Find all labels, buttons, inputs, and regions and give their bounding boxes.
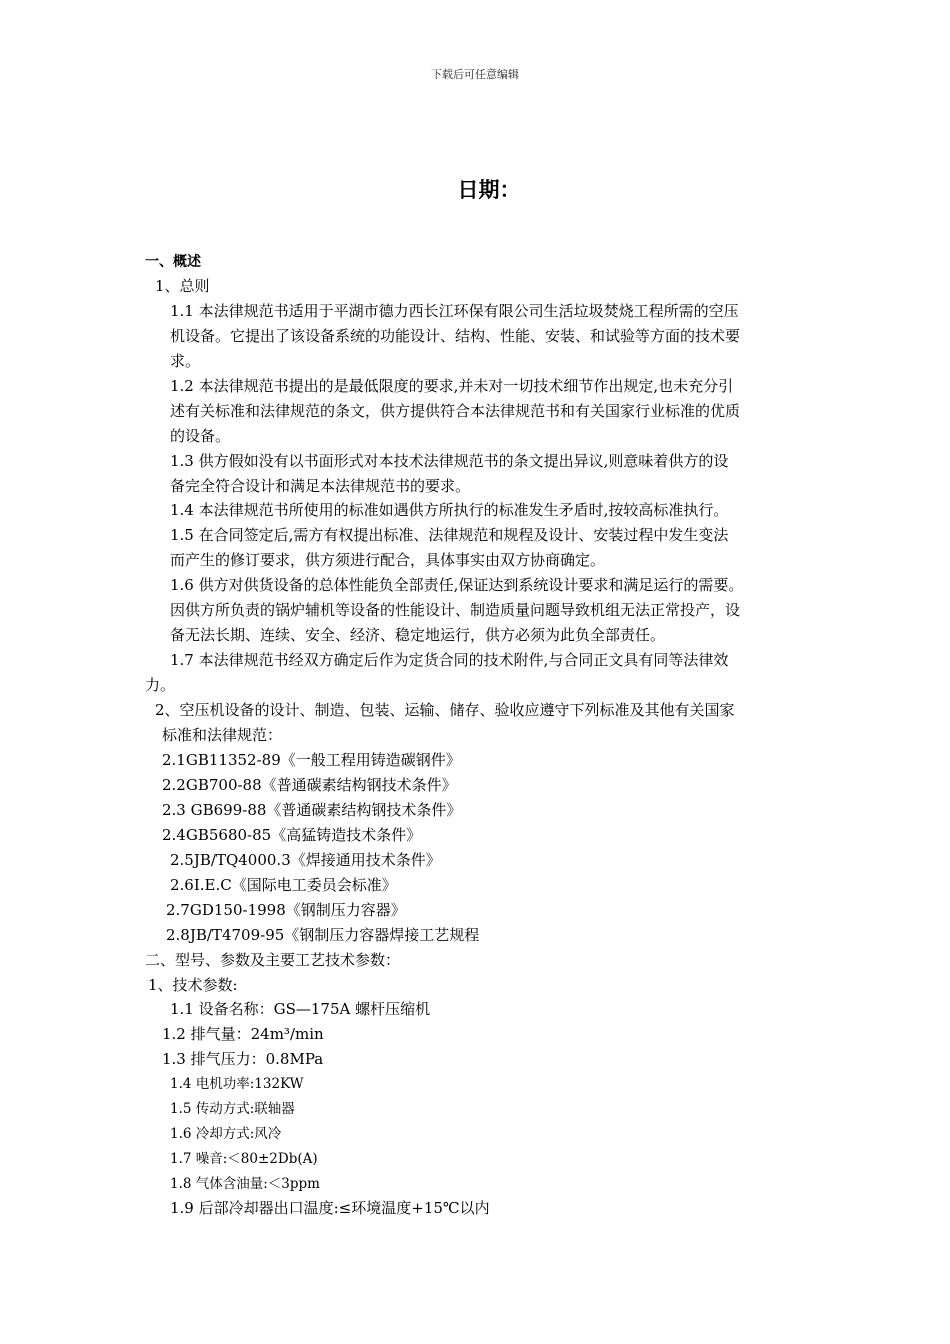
paragraph-line: 备无法长期、连续、安全、经济、稳定地运行，供方必须为此负全部责任。 (170, 626, 666, 644)
standard-item: 2.1GB11352-89《一般工程用铸造碳钢件》 (162, 751, 461, 769)
section-1-title: 一、概述 (145, 254, 201, 270)
section-2-1-title: 1、技术参数: (148, 976, 238, 994)
standard-item: 2.6I.E.C《国际电工委员会标准》 (170, 876, 397, 894)
paragraph-line: 1.1 本法律规范书适用于平湖市德力西长江环保有限公司生活垃圾焚烧工程所需的空压 (170, 302, 739, 320)
section-2-title: 二、型号、参数及主要工艺技术参数： (145, 951, 401, 969)
standard-item: 2.4GB5680-85《高猛铸造技术条件》 (162, 826, 422, 844)
date-title: 日期： (457, 178, 521, 202)
paragraph-line: 1.7 本法律规范书经双方确定后作为定货合同的技术附件,与合同正文具有同等法律效 (170, 651, 729, 669)
header-note: 下载后可任意编辑 (431, 68, 519, 81)
param-item: 1.5 传动方式:联轴器 (170, 1101, 295, 1117)
paragraph-line: 求。 (170, 352, 201, 370)
param-item: 1.9 后部冷却器出口温度:≤环境温度+15℃以内 (170, 1199, 490, 1217)
standard-item: 2.2GB700-88《普通碳素结构钢技术条件》 (162, 776, 457, 794)
paragraph-line: 机设备。它提出了该设备系统的功能设计、结构、性能、安装、和试验等方面的技术要 (170, 327, 741, 345)
paragraph-line: 述有关标准和法律规范的条文，供方提供符合本法律规范书和有关国家行业标准的优质 (170, 402, 741, 420)
paragraph-line: 备完全符合设计和满足本法律规范书的要求。 (170, 477, 471, 495)
paragraph-line: 1.6 供方对供货设备的总体性能负全部责任,保证达到系统设计要求和满足运行的需要。 (170, 576, 744, 594)
standard-item: 2.5JB/TQ4000.3《焊接通用技术条件》 (170, 851, 441, 869)
paragraph-line: 的设备。 (170, 427, 231, 445)
paragraph-line: 力。 (145, 676, 176, 694)
param-item: 1.6 冷却方式:风冷 (170, 1126, 282, 1142)
param-item: 1.1 设备名称：GS—175A 螺杆压缩机 (170, 1000, 431, 1018)
standard-item: 2.7GD150-1998《钢制压力容器》 (166, 901, 406, 919)
paragraph-line: 而产生的修订要求，供方须进行配合，具体事实由双方协商确定。 (170, 551, 606, 569)
param-item: 1.2 排气量：24m³/min (162, 1025, 324, 1043)
param-item: 1.7 噪音:＜80±2Db(A) (170, 1151, 318, 1167)
section-1-1-title: 1、总则 (155, 277, 210, 295)
paragraph-line: 2、空压机设备的设计、制造、包装、运输、储存、验收应遵守下列标准及其他有关国家 (155, 701, 735, 719)
paragraph-line: 1.3 供方假如没有以书面形式对本技术法律规范书的条文提出异议,则意味着供方的设 (170, 452, 729, 470)
paragraph-line: 标准和法律规范： (162, 726, 283, 744)
paragraph-line: 1.2 本法律规范书提出的是最低限度的要求,并未对一切技术细节作出规定,也未充分引 (170, 377, 734, 395)
paragraph-line: 因供方所负责的锅炉辅机等设备的性能设计、制造质量问题导致机组无法正常投产，设 (170, 601, 741, 619)
standard-item: 2.8JB/T4709-95《钢制压力容器焊接工艺规程 (166, 926, 480, 944)
standard-item: 2.3 GB699-88《普通碳素结构钢技术条件》 (162, 801, 462, 819)
param-item: 1.8 气体含油量:＜3ppm (170, 1176, 320, 1192)
paragraph-line: 1.5 在合同签定后,需方有权提出标准、法律规范和规程及设计、安装过程中发生变法 (170, 526, 729, 544)
paragraph-line: 1.4 本法律规范书所使用的标准如遇供方所执行的标准发生矛盾时,按较高标准执行。 (170, 501, 729, 519)
param-item: 1.4 电机功率:132KW (170, 1076, 304, 1092)
param-item: 1.3 排气压力：0.8MPa (162, 1050, 324, 1068)
